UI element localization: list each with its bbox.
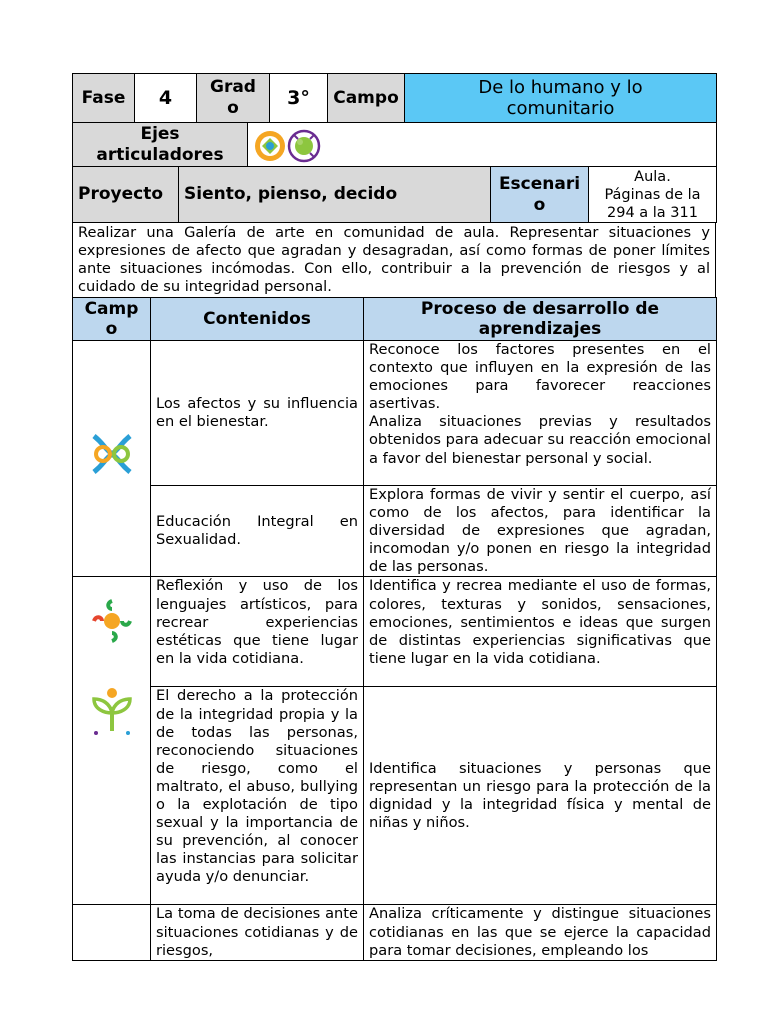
planeacion-page bbox=[72, 73, 716, 961]
table-row bbox=[73, 341, 717, 486]
campo-humano-comunitario-icon bbox=[73, 341, 151, 577]
table-row bbox=[73, 577, 717, 687]
grado-label: Grad o bbox=[197, 74, 270, 123]
project-description: Realizar una Galería de arte en comunidad de aula. Representar situaciones y expresiones de afecto que agradan y desagradan, así como formas de poner límites ante situaciones incómodas. Con ello, contribuir a la prevención de riesgos y al cuidado de su integridad personal. bbox=[73, 223, 716, 298]
contenido-cell: Educación Integral en Sexualidad. bbox=[151, 486, 364, 577]
col-proceso: Proceso de desarrollo de aprendizajes bbox=[364, 298, 717, 341]
proyecto-value: Siento, pienso, decido bbox=[179, 167, 491, 223]
eje-inclusion-icon bbox=[255, 131, 285, 161]
ejes-icons bbox=[248, 123, 717, 167]
table-row bbox=[73, 905, 717, 960]
campo-saberes-icon bbox=[73, 687, 151, 905]
campo-lenguajes-icon bbox=[73, 577, 151, 687]
fase-label: Fase bbox=[73, 74, 135, 123]
col-campo: Camp o bbox=[73, 298, 151, 341]
table-row bbox=[73, 486, 717, 577]
campo-empty-cell bbox=[73, 905, 151, 960]
proceso-cell: Explora formas de vivir y sentir el cuerpo, así como de los afectos, para identificar la diversidad de expresiones que agradan, incomodan y/o ponen en riesgo la integridad de las personas. bbox=[364, 486, 717, 577]
proceso-cell: Reconoce los factores presentes en el contexto que influyen en la expresión de las emociones para favorecer reacciones asertivas. Analiza situaciones previas y resultados obtenidos para adecuar su reacción emocional a favor del bienestar personal y social. bbox=[364, 341, 717, 486]
eje-pensamiento-critico-icon bbox=[289, 131, 319, 161]
proceso-cell: Identifica y recrea mediante el uso de formas, colores, texturas y sonidos, sensaciones, emociones, sentimientos e ideas que surgen de distintas experiencias significativas que tiene lugar en la vida cotidiana. bbox=[364, 577, 717, 687]
contenido-cell: Los afectos y su influencia en el bienestar. bbox=[151, 341, 364, 486]
table-row bbox=[73, 687, 717, 905]
header-table bbox=[72, 73, 717, 123]
proceso-cell: Analiza críticamente y distingue situaciones cotidianas en las que se ejerce la capacidad para tomar decisiones, empleando los bbox=[364, 905, 717, 960]
proyecto-label: Proyecto bbox=[73, 167, 179, 223]
fase-value: 4 bbox=[135, 74, 197, 123]
campo-label: Campo bbox=[328, 74, 405, 123]
main-table bbox=[72, 297, 717, 961]
proyecto-table bbox=[72, 166, 717, 223]
ejes-label: Ejes articuladores bbox=[73, 123, 248, 167]
escenario-value: Aula. Páginas de la 294 a la 311 bbox=[589, 167, 717, 223]
campo-value: De lo humano y lo comunitario bbox=[405, 74, 717, 123]
grado-value: 3° bbox=[270, 74, 328, 123]
contenido-cell: Reflexión y uso de los lenguajes artísticos, para recrear experiencias estéticas que tiene lugar en la vida cotidiana. bbox=[151, 577, 364, 687]
ejes-icons-svg bbox=[248, 125, 328, 165]
main-table-header bbox=[73, 298, 717, 341]
escenario-label: Escenari o bbox=[491, 167, 589, 223]
contenido-cell: La toma de decisiones ante situaciones cotidianas y de riesgos, bbox=[151, 905, 364, 960]
contenido-cell: El derecho a la protección de la integridad propia y la de todas las personas, reconociendo situaciones de riesgo, como el maltrato, el abuso, bullying o la explotación de tipo sexual y la importancia de su prevención, al conocer las instancias para solicitar ayuda y/o denunciar. bbox=[151, 687, 364, 905]
ejes-table bbox=[72, 122, 717, 167]
proceso-cell: Identifica situaciones y personas que representan un riesgo para la protección de la dignidad y la integridad física y mental de niñas y niños. bbox=[364, 687, 717, 905]
description-table bbox=[72, 222, 716, 298]
col-contenidos: Contenidos bbox=[151, 298, 364, 341]
